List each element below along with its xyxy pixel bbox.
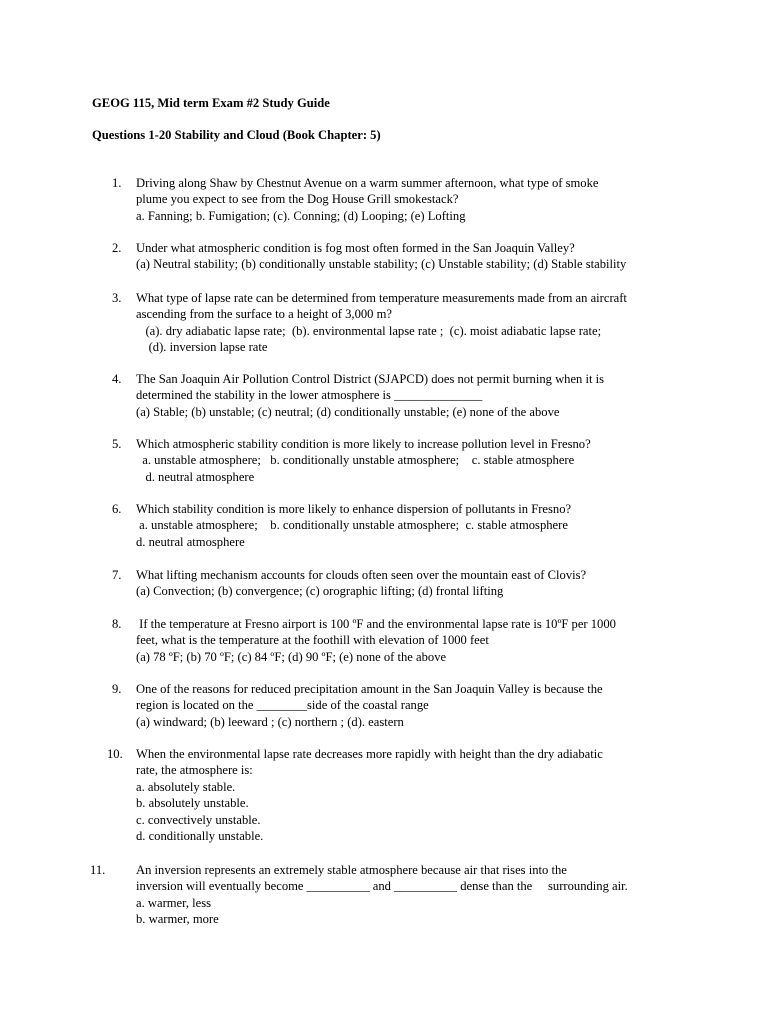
question-text-line: determined the stability in the lower atmosphere is ______________ — [136, 388, 483, 403]
question-text-line: What type of lapse rate can be determined from temperature measurements made from an aircraft — [136, 291, 627, 305]
question-text-line: feet, what is the temperature at the foothill with elevation of 1000 feet — [136, 633, 489, 648]
answer-options: (d). inversion lapse rate — [136, 340, 268, 355]
question-number: 4. — [112, 372, 122, 386]
question-number: 1. — [112, 176, 122, 190]
answer-option: b. absolutely unstable. — [136, 796, 249, 811]
answer-options: (a) Stable; (b) unstable; (c) neutral; (d) conditionally unstable; (e) none of the above — [136, 404, 560, 419]
section-heading: Questions 1-20 Stability and Cloud (Book Chapter: 5) — [92, 128, 381, 142]
question-text-line: One of the reasons for reduced precipitation amount in the San Joaquin Valley is because the — [136, 682, 603, 696]
question-number: 10. — [107, 747, 123, 761]
question-text-line: ascending from the surface to a height of 3,000 m? — [136, 307, 392, 322]
question-text-line: rate, the atmosphere is: — [136, 763, 253, 778]
question-number: 5. — [112, 437, 122, 451]
question-number: 2. — [112, 241, 122, 255]
question-number: 3. — [112, 291, 122, 305]
answer-options: d. neutral atmosphere — [136, 469, 255, 484]
question-text-line: What lifting mechanism accounts for clouds often seen over the mountain east of Clovis? — [136, 568, 587, 582]
question-text-line: If the temperature at Fresno airport is 100 ºF and the environmental lapse rate is 10ºF per 1000 — [136, 617, 616, 631]
question-text-line: region is located on the ________side of the coastal range — [136, 698, 429, 713]
answer-option: a. warmer, less — [136, 895, 212, 910]
document-title: GEOG 115, Mid term Exam #2 Study Guide — [92, 96, 330, 110]
answer-options: (a) Convection; (b) convergence; (c) orographic lifting; (d) frontal lifting — [136, 584, 504, 599]
question-number: 7. — [112, 568, 122, 582]
question-number: 11. — [90, 863, 106, 877]
answer-options: a. unstable atmosphere; b. conditionally unstable atmosphere; c. stable atmosphere — [136, 453, 575, 468]
question-text-line: Driving along Shaw by Chestnut Avenue on a warm summer afternoon, what type of smoke — [136, 176, 599, 190]
question-number: 8. — [112, 617, 122, 631]
answer-option: c. convectively unstable. — [136, 812, 261, 827]
answer-options: d. neutral atmosphere — [136, 534, 245, 549]
answer-options: (a) Neutral stability; (b) conditionally unstable stability; (c) Unstable stability; (d) Stable stability — [136, 257, 627, 272]
question-text-line: Under what atmospheric condition is fog most often formed in the San Joaquin Valley? — [136, 241, 575, 255]
question-text-line: Which atmospheric stability condition is more likely to increase pollution level in Fresno? — [136, 437, 591, 451]
question-text-line: An inversion represents an extremely stable atmosphere because air that rises into the — [136, 863, 567, 877]
question-number: 9. — [112, 682, 122, 696]
question-text-line: inversion will eventually become __________ and __________ dense than the surrounding air. — [136, 879, 628, 894]
answer-options: (a) 78 ºF; (b) 70 ºF; (c) 84 ºF; (d) 90 ºF; (e) none of the above — [136, 649, 447, 664]
question-text-line: Which stability condition is more likely to enhance dispersion of pollutants in Fresno? — [136, 502, 572, 516]
question-number: 6. — [112, 502, 122, 516]
answer-option: a. absolutely stable. — [136, 779, 236, 794]
question-text-line: When the environmental lapse rate decreases more rapidly with height than the dry adiabatic — [136, 747, 603, 761]
answer-options: a. Fanning; b. Fumigation; (c). Conning; (d) Looping; (e) Lofting — [136, 208, 466, 223]
question-text-line: The San Joaquin Air Pollution Control District (SJAPCD) does not permit burning when it is — [136, 372, 605, 386]
answer-option: d. conditionally unstable. — [136, 829, 264, 844]
answer-options: a. unstable atmosphere; b. conditionally unstable atmosphere; c. stable atmosphere — [136, 518, 568, 533]
question-text-line: plume you expect to see from the Dog House Grill smokestack? — [136, 192, 459, 207]
answer-option: b. warmer, more — [136, 912, 219, 927]
answer-options: (a). dry adiabatic lapse rate; (b). environmental lapse rate ; (c). moist adiabatic lapse rate; — [136, 323, 602, 338]
answer-options: (a) windward; (b) leeward ; (c) northern ; (d). eastern — [136, 714, 404, 729]
